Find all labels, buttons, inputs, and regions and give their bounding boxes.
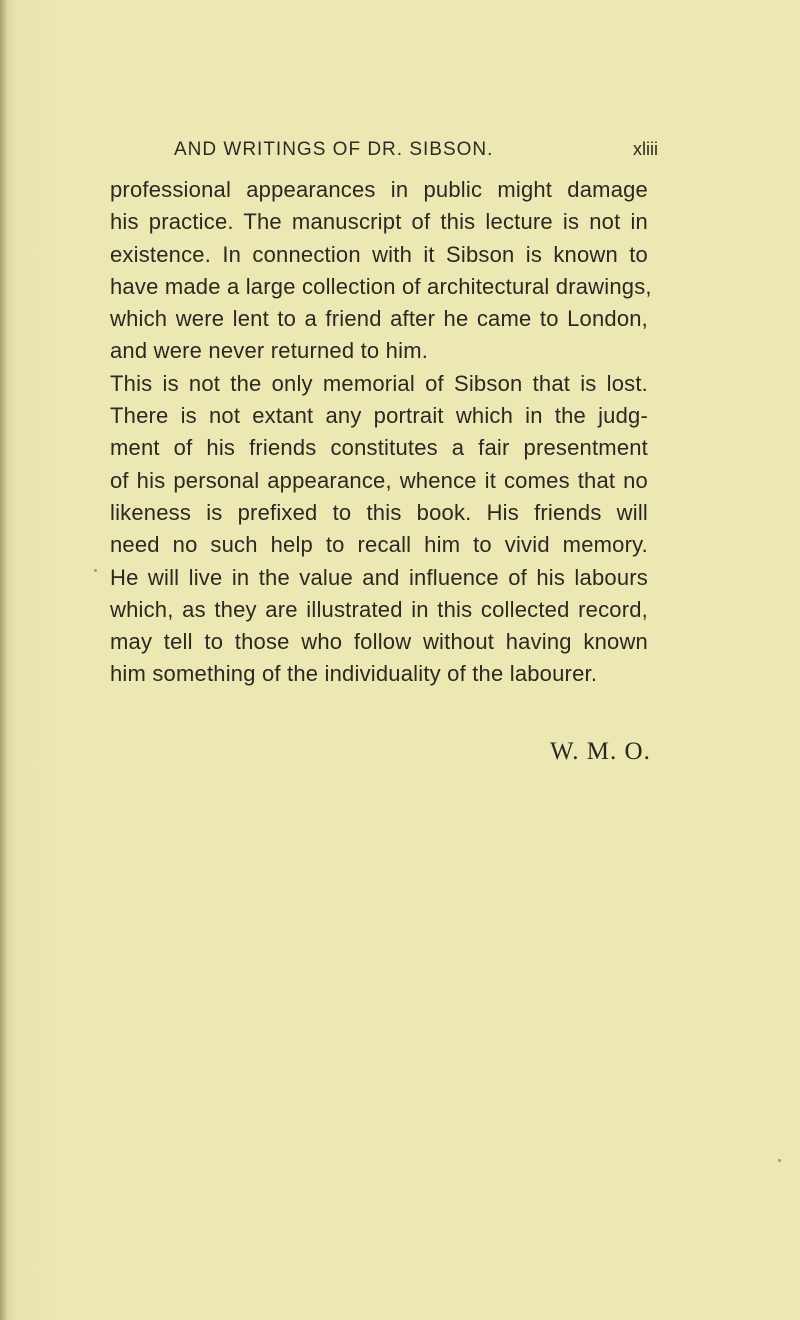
signature-initials: W. M. O. (550, 738, 651, 765)
text-line: existence. In connection with it Sibson is known to (110, 241, 648, 267)
text-line: likeness is prefixed to this book. His friends will (110, 499, 648, 525)
body-text (110, 174, 652, 691)
page-number: xliii (633, 139, 658, 159)
text-line: which, as they are illustrated in this collected record, (110, 596, 648, 622)
text-line: may tell to those who follow without having known (110, 629, 648, 655)
text-line: which were lent to a friend after he came to London, (110, 306, 648, 332)
text-line: have made a large collection of architectural drawings, (110, 273, 652, 299)
text-line: and were never returned to him. (110, 338, 429, 364)
text-line: There is not extant any portrait which in the judg- (110, 403, 648, 429)
text-line: need no such help to recall him to vivid memory. (110, 532, 648, 558)
paper-speck (778, 1159, 781, 1162)
text-line: his practice. The manuscript of this lecture is not in (110, 209, 648, 235)
text-line: ment of his friends constitutes a fair presentment (110, 435, 648, 461)
gutter-shadow (0, 0, 8, 1320)
text-line: of his personal appearance, whence it comes that no (110, 467, 648, 493)
text-line: professional appearances in public might damage (110, 177, 648, 202)
paper-speck (94, 569, 97, 572)
text-line: This is not the only memorial of Sibson that is lost. (110, 370, 648, 396)
text-line: him something of the individuality of the labourer. (110, 661, 598, 687)
running-head-title: AND WRITINGS OF DR. SIBSON. (174, 139, 494, 160)
text-line: He will live in the value and influence of his labours (110, 564, 648, 590)
